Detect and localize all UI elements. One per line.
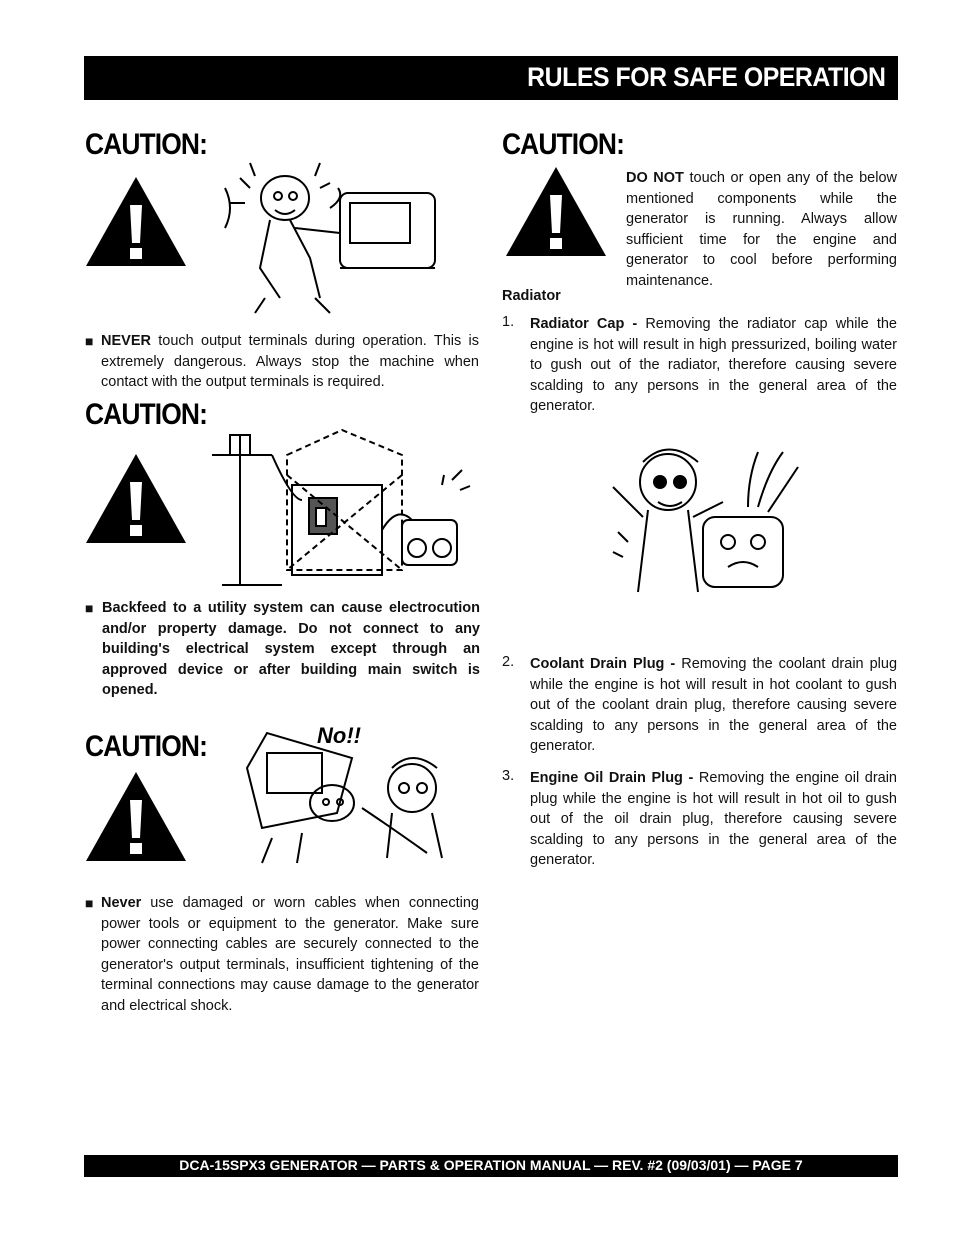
caution3-lead: Never: [101, 895, 142, 911]
bullet-square-icon: ■: [85, 600, 94, 616]
caution1-body: touch output terminals during operation. This is extremely dangerous. Always stop the machine when contact with the output terminals is required.: [101, 333, 479, 390]
caution1-text: [101, 331, 479, 393]
item-2-number: 2.: [502, 654, 515, 670]
item-2-text: [530, 654, 897, 757]
no-exclamation-text: No!!: [317, 723, 361, 748]
item-2-body: Removing the coolant drain plug while the engine is hot will result in hot coolant to gush out of the coolant drain plug, therefore causing severe scalding to any persons in the general area of the generator.: [530, 656, 898, 754]
caution-right-body: touch or open any of the below mentioned components while the generator is running. Always allow sufficient time for the engine and generator to cool before performing maintenance.: [626, 170, 897, 289]
caution-right-text: [626, 168, 897, 291]
item-1-text: [530, 314, 897, 417]
page-title: RULES FOR SAFE OPERATION: [527, 62, 886, 92]
bullet-square-icon: ■: [85, 895, 94, 911]
item-3-lead: Engine Oil Drain Plug -: [530, 770, 699, 786]
warning-triangle-icon: [505, 165, 607, 257]
backfeed-illustration: [212, 420, 477, 590]
bullet-square-icon: ■: [85, 333, 94, 349]
caution2-text: Backfeed to a utility system can cause electrocution and/or property damage. Do not connect to any building's electrical system except through an approved device or after building main switch is opened.: [102, 600, 480, 698]
item-3-number: 3.: [502, 768, 515, 784]
item-1-body: Removing the radiator cap while the engine is hot will result in high pressurized, boiling water to gush out of the radiator, therefore causing severe scalding to any persons in the general area of the generator.: [530, 316, 897, 414]
electric-shock-illustration: [220, 158, 450, 318]
caution-heading-1: CAUTION:: [85, 128, 208, 161]
damaged-cable-illustration: [242, 718, 452, 868]
caution-right-lead: DO NOT: [626, 170, 684, 186]
radiator-subheading: Radiator: [502, 288, 561, 304]
caution3-text: [101, 893, 479, 1016]
item-3-body: Removing the engine oil drain plug while the engine is hot will result in hot oil to gush out of the oil drain plug, therefore causing severe scalding to any persons in the general area of the generator.: [530, 770, 897, 868]
caution3-body: use damaged or worn cables when connecting power tools or equipment to the generator. Make sure power connecting cables are securely connected to the generator's output terminals, insufficient tightening of the terminal connections may cause damage to the generator and electrical shock.: [101, 895, 479, 1014]
footer-text: DCA-15SPX3 GENERATOR — PARTS & OPERATION MANUAL — REV. #2 (09/03/01) — PAGE 7: [179, 1157, 803, 1173]
caution-heading-2: CAUTION:: [85, 398, 208, 431]
footer-bar: [84, 1155, 898, 1177]
item-1-lead: Radiator Cap -: [530, 316, 646, 332]
header-bar: [84, 56, 898, 100]
item-1-number: 1.: [502, 314, 515, 330]
radiator-scald-illustration: [608, 432, 800, 602]
item-2-lead: Coolant Drain Plug -: [530, 656, 682, 672]
warning-triangle-icon: [85, 770, 187, 862]
warning-triangle-icon: [85, 175, 187, 267]
caution-heading-right: CAUTION:: [502, 128, 625, 161]
caution1-lead: NEVER: [101, 333, 151, 349]
item-3-text: [530, 768, 897, 871]
caution-heading-3: CAUTION:: [85, 730, 208, 763]
warning-triangle-icon: [85, 452, 187, 544]
